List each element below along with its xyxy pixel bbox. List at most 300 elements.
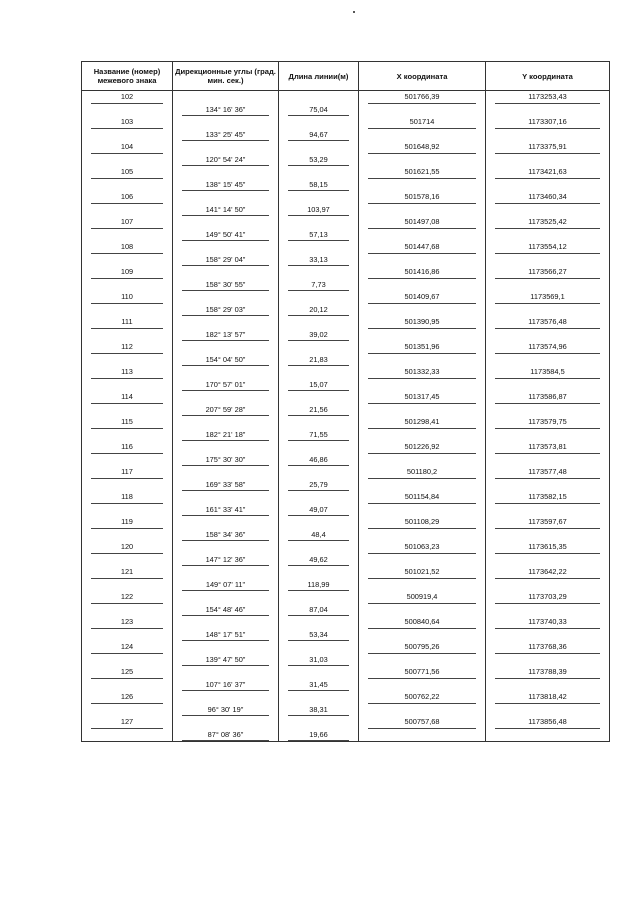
line-length: 31,45 [288, 679, 349, 692]
x-coordinate: 500919,4 [368, 591, 476, 604]
point-name: 121 [91, 566, 163, 579]
empty-cell [173, 117, 278, 129]
point-name: 109 [91, 266, 163, 279]
direction-angle: 161° 33' 41" [182, 504, 269, 517]
direction-angle: 154° 48' 46" [182, 604, 269, 617]
empty-cell [486, 279, 609, 291]
table-body [82, 91, 610, 742]
point-row [82, 491, 610, 504]
x-coordinate: 501409,67 [368, 291, 476, 304]
boundary-coordinates-table [81, 61, 610, 742]
empty-cell [359, 654, 485, 666]
point-row [82, 541, 610, 554]
line-length: 57,13 [288, 229, 349, 242]
y-coordinate: 1173253,43 [495, 91, 600, 104]
empty-cell [486, 204, 609, 216]
empty-cell [82, 254, 172, 266]
segment-row [82, 454, 610, 467]
x-coordinate: 501154,84 [368, 491, 476, 504]
empty-cell [486, 379, 609, 391]
empty-cell [359, 179, 485, 191]
y-coordinate: 1173574,96 [495, 341, 600, 354]
y-coordinate: 1173788,39 [495, 666, 600, 679]
point-row [82, 366, 610, 379]
empty-cell [82, 279, 172, 291]
empty-cell [359, 404, 485, 416]
x-coordinate: 500795,26 [368, 641, 476, 654]
segment-row [82, 204, 610, 217]
empty-cell [279, 542, 358, 554]
empty-cell [82, 429, 172, 441]
segment-row [82, 129, 610, 142]
empty-cell [359, 554, 485, 566]
empty-cell [486, 104, 609, 116]
x-coordinate: 501063,23 [368, 541, 476, 554]
empty-cell [279, 467, 358, 479]
direction-angle: 182° 21' 18" [182, 429, 269, 442]
empty-cell [359, 479, 485, 491]
direction-angle: 154° 04' 50" [182, 354, 269, 367]
direction-angle: 158° 34' 36" [182, 529, 269, 542]
empty-cell [279, 667, 358, 679]
segment-row [82, 429, 610, 442]
x-coordinate: 501447,68 [368, 241, 476, 254]
empty-cell [173, 442, 278, 454]
empty-cell [486, 529, 609, 541]
segment-row [82, 629, 610, 642]
empty-cell [279, 717, 358, 729]
header-point-name: Название (номер) межевого знака [82, 62, 173, 91]
empty-cell [279, 642, 358, 654]
direction-angle: 120° 54' 24" [182, 154, 269, 167]
x-coordinate: 501298,41 [368, 416, 476, 429]
segment-row [82, 529, 610, 542]
empty-cell [359, 354, 485, 366]
empty-cell [359, 704, 485, 716]
segment-row [82, 304, 610, 317]
point-row [82, 91, 610, 104]
empty-cell [359, 729, 485, 741]
segment-row [82, 704, 610, 717]
direction-angle: 134° 16' 36" [182, 104, 269, 117]
y-coordinate: 1173576,48 [495, 316, 600, 329]
line-length: 49,62 [288, 554, 349, 567]
empty-cell [486, 679, 609, 691]
point-name: 118 [91, 491, 163, 504]
x-coordinate: 500762,22 [368, 691, 476, 704]
point-name: 125 [91, 666, 163, 679]
point-name: 110 [91, 291, 163, 304]
empty-cell [173, 392, 278, 404]
header-x-coordinate: X координата [359, 62, 486, 91]
empty-cell [173, 517, 278, 529]
point-row [82, 216, 610, 229]
point-name: 117 [91, 466, 163, 479]
empty-cell [279, 192, 358, 204]
point-row [82, 716, 610, 729]
x-coordinate: 501108,29 [368, 516, 476, 529]
x-coordinate: 501351,96 [368, 341, 476, 354]
direction-angle: 182° 13' 57" [182, 329, 269, 342]
empty-cell [279, 267, 358, 279]
line-length: 21,56 [288, 404, 349, 417]
point-row [82, 116, 610, 129]
direction-angle: 96° 30' 19" [182, 704, 269, 717]
empty-cell [173, 267, 278, 279]
x-coordinate: 501021,52 [368, 566, 476, 579]
line-length: 33,13 [288, 254, 349, 267]
empty-cell [173, 92, 278, 104]
empty-cell [173, 667, 278, 679]
direction-angle: 87° 08' 36" [182, 729, 269, 742]
empty-cell [359, 679, 485, 691]
direction-angle: 158° 29' 04" [182, 254, 269, 267]
point-name: 108 [91, 241, 163, 254]
empty-cell [82, 629, 172, 641]
empty-cell [486, 404, 609, 416]
empty-cell [173, 142, 278, 154]
x-coordinate: 501226,92 [368, 441, 476, 454]
x-coordinate: 500840,64 [368, 616, 476, 629]
empty-cell [82, 679, 172, 691]
empty-cell [173, 217, 278, 229]
empty-cell [173, 567, 278, 579]
point-name: 112 [91, 341, 163, 354]
x-coordinate: 501714 [368, 116, 476, 129]
y-coordinate: 1173375,91 [495, 141, 600, 154]
y-coordinate: 1173740,33 [495, 616, 600, 629]
empty-cell [82, 604, 172, 616]
y-coordinate: 1173460,34 [495, 191, 600, 204]
y-coordinate: 1173768,36 [495, 641, 600, 654]
line-length: 39,02 [288, 329, 349, 342]
point-name: 119 [91, 516, 163, 529]
direction-angle: 170° 57' 01" [182, 379, 269, 392]
direction-angle: 138° 15' 45" [182, 179, 269, 192]
point-row [82, 666, 610, 679]
empty-cell [173, 317, 278, 329]
empty-cell [279, 492, 358, 504]
x-coordinate: 501332,33 [368, 366, 476, 379]
point-row [82, 416, 610, 429]
empty-cell [82, 104, 172, 116]
y-coordinate: 1173584,5 [495, 366, 600, 379]
empty-cell [359, 429, 485, 441]
empty-cell [173, 542, 278, 554]
empty-cell [486, 154, 609, 166]
segment-row [82, 604, 610, 617]
line-length: 19,66 [288, 729, 349, 742]
empty-cell [486, 629, 609, 641]
direction-angle: 107° 16' 37" [182, 679, 269, 692]
empty-cell [486, 479, 609, 491]
empty-cell [82, 329, 172, 341]
y-coordinate: 1173586,87 [495, 391, 600, 404]
empty-cell [486, 704, 609, 716]
y-coordinate: 1173554,12 [495, 241, 600, 254]
empty-cell [82, 229, 172, 241]
empty-cell [82, 479, 172, 491]
point-row [82, 466, 610, 479]
line-length: 87,04 [288, 604, 349, 617]
segment-row [82, 654, 610, 667]
point-row [82, 591, 610, 604]
segment-row [82, 279, 610, 292]
empty-cell [279, 517, 358, 529]
line-length: 103,97 [288, 204, 349, 217]
point-name: 102 [91, 91, 163, 104]
point-name: 115 [91, 416, 163, 429]
line-length: 20,12 [288, 304, 349, 317]
empty-cell [359, 579, 485, 591]
empty-cell [359, 504, 485, 516]
header-y-coordinate: Y координата [486, 62, 610, 91]
empty-cell [173, 492, 278, 504]
direction-angle: 175° 30' 30" [182, 454, 269, 467]
empty-cell [359, 454, 485, 466]
empty-cell [82, 454, 172, 466]
empty-cell [486, 604, 609, 616]
empty-cell [82, 529, 172, 541]
empty-cell [279, 692, 358, 704]
empty-cell [82, 179, 172, 191]
point-row [82, 341, 610, 354]
line-length: 49,07 [288, 504, 349, 517]
point-name: 123 [91, 616, 163, 629]
empty-cell [173, 292, 278, 304]
point-name: 114 [91, 391, 163, 404]
y-coordinate: 1173573,81 [495, 441, 600, 454]
segment-row [82, 404, 610, 417]
point-row [82, 691, 610, 704]
empty-cell [486, 354, 609, 366]
direction-angle: 207° 59' 28" [182, 404, 269, 417]
segment-row [82, 379, 610, 392]
y-coordinate: 1173582,15 [495, 491, 600, 504]
empty-cell [486, 229, 609, 241]
point-row [82, 291, 610, 304]
empty-cell [279, 392, 358, 404]
empty-cell [359, 104, 485, 116]
empty-cell [173, 367, 278, 379]
line-length: 48,4 [288, 529, 349, 542]
point-row [82, 441, 610, 454]
point-name: 124 [91, 641, 163, 654]
segment-row [82, 729, 610, 742]
direction-angle: 149° 07' 11" [182, 579, 269, 592]
empty-cell [279, 217, 358, 229]
direction-angle: 148° 17' 51" [182, 629, 269, 642]
line-length: 71,55 [288, 429, 349, 442]
y-coordinate: 1173569,1 [495, 291, 600, 304]
empty-cell [486, 654, 609, 666]
empty-cell [82, 354, 172, 366]
empty-cell [173, 692, 278, 704]
point-row [82, 141, 610, 154]
point-row [82, 641, 610, 654]
x-coordinate: 501766,39 [368, 91, 476, 104]
empty-cell [359, 129, 485, 141]
direction-angle: 169° 33' 58" [182, 479, 269, 492]
line-length: 31,03 [288, 654, 349, 667]
empty-cell [82, 379, 172, 391]
y-coordinate: 1173421,63 [495, 166, 600, 179]
empty-cell [359, 279, 485, 291]
empty-cell [359, 304, 485, 316]
empty-cell [359, 154, 485, 166]
line-length: 25,79 [288, 479, 349, 492]
empty-cell [173, 467, 278, 479]
empty-cell [486, 554, 609, 566]
x-coordinate: 501390,95 [368, 316, 476, 329]
x-coordinate: 501648,92 [368, 141, 476, 154]
empty-cell [173, 617, 278, 629]
x-coordinate: 501497,08 [368, 216, 476, 229]
y-coordinate: 1173642,22 [495, 566, 600, 579]
point-row [82, 241, 610, 254]
segment-row [82, 179, 610, 192]
y-coordinate: 1173615,35 [495, 541, 600, 554]
x-coordinate: 501317,45 [368, 391, 476, 404]
segment-row [82, 479, 610, 492]
x-coordinate: 500757,68 [368, 716, 476, 729]
direction-angle: 141° 14' 50" [182, 204, 269, 217]
point-name: 122 [91, 591, 163, 604]
empty-cell [82, 729, 172, 741]
empty-cell [173, 342, 278, 354]
line-length: 7,73 [288, 279, 349, 292]
line-length: 21,83 [288, 354, 349, 367]
line-length: 94,67 [288, 129, 349, 142]
line-length: 38,31 [288, 704, 349, 717]
empty-cell [486, 429, 609, 441]
empty-cell [486, 504, 609, 516]
direction-angle: 147° 12' 36" [182, 554, 269, 567]
segment-row [82, 504, 610, 517]
empty-cell [173, 592, 278, 604]
point-name: 113 [91, 366, 163, 379]
header-direction-angle: Дирекционные углы (град. мин. сек.) [173, 62, 279, 91]
empty-cell [486, 129, 609, 141]
empty-cell [279, 417, 358, 429]
empty-cell [486, 729, 609, 741]
empty-cell [279, 142, 358, 154]
empty-cell [359, 629, 485, 641]
line-length: 15,07 [288, 379, 349, 392]
empty-cell [279, 567, 358, 579]
empty-cell [359, 204, 485, 216]
y-coordinate: 1173703,29 [495, 591, 600, 604]
empty-cell [279, 92, 358, 104]
table-header-row [82, 62, 610, 91]
point-row [82, 391, 610, 404]
empty-cell [486, 179, 609, 191]
empty-cell [173, 192, 278, 204]
point-name: 106 [91, 191, 163, 204]
x-coordinate: 501621,55 [368, 166, 476, 179]
line-length: 75,04 [288, 104, 349, 117]
x-coordinate: 500771,56 [368, 666, 476, 679]
point-name: 120 [91, 541, 163, 554]
line-length: 118,99 [288, 579, 349, 592]
empty-cell [359, 604, 485, 616]
empty-cell [173, 242, 278, 254]
empty-cell [359, 329, 485, 341]
direction-angle: 149° 50' 41" [182, 229, 269, 242]
point-row [82, 166, 610, 179]
empty-cell [359, 229, 485, 241]
segment-row [82, 254, 610, 267]
empty-cell [279, 592, 358, 604]
empty-cell [279, 292, 358, 304]
empty-cell [359, 529, 485, 541]
segment-row [82, 579, 610, 592]
point-name: 111 [91, 316, 163, 329]
x-coordinate: 501180,2 [368, 466, 476, 479]
segment-row [82, 554, 610, 567]
point-name: 105 [91, 166, 163, 179]
empty-cell [82, 204, 172, 216]
empty-cell [359, 379, 485, 391]
x-coordinate: 501578,16 [368, 191, 476, 204]
point-row [82, 516, 610, 529]
empty-cell [486, 454, 609, 466]
y-coordinate: 1173856,48 [495, 716, 600, 729]
y-coordinate: 1173818,42 [495, 691, 600, 704]
empty-cell [279, 242, 358, 254]
empty-cell [173, 717, 278, 729]
empty-cell [82, 579, 172, 591]
empty-cell [279, 342, 358, 354]
point-name: 127 [91, 716, 163, 729]
point-name: 116 [91, 441, 163, 454]
point-row [82, 316, 610, 329]
empty-cell [359, 254, 485, 266]
empty-cell [82, 504, 172, 516]
segment-row [82, 354, 610, 367]
empty-cell [486, 254, 609, 266]
empty-cell [82, 304, 172, 316]
empty-cell [173, 642, 278, 654]
empty-cell [486, 579, 609, 591]
empty-cell [82, 654, 172, 666]
direction-angle: 139° 47' 50" [182, 654, 269, 667]
empty-cell [279, 367, 358, 379]
point-row [82, 266, 610, 279]
empty-cell [279, 617, 358, 629]
empty-cell [173, 167, 278, 179]
segment-row [82, 229, 610, 242]
line-length: 46,86 [288, 454, 349, 467]
scan-speck [353, 11, 355, 13]
empty-cell [279, 442, 358, 454]
empty-cell [279, 317, 358, 329]
point-name: 104 [91, 141, 163, 154]
empty-cell [82, 404, 172, 416]
empty-cell [279, 117, 358, 129]
x-coordinate: 501416,86 [368, 266, 476, 279]
empty-cell [82, 704, 172, 716]
y-coordinate: 1173597,67 [495, 516, 600, 529]
segment-row [82, 329, 610, 342]
segment-row [82, 154, 610, 167]
empty-cell [173, 417, 278, 429]
empty-cell [486, 304, 609, 316]
empty-cell [82, 154, 172, 166]
empty-cell [279, 167, 358, 179]
direction-angle: 158° 30' 55" [182, 279, 269, 292]
empty-cell [82, 129, 172, 141]
